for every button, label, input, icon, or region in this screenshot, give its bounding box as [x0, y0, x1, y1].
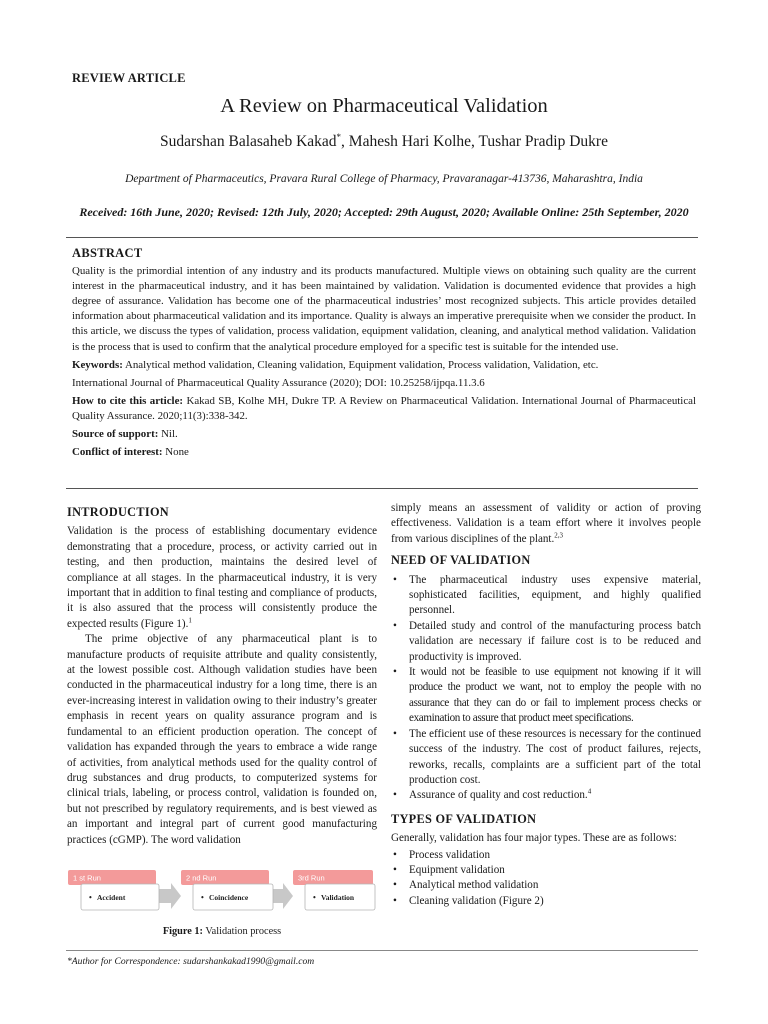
- citation-line: [72, 394, 696, 424]
- need-item-text: Assurance of quality and cost reduction.: [409, 789, 588, 802]
- intro-cont-ref: 2,3: [554, 531, 564, 540]
- intro-paragraph-1: [67, 524, 377, 632]
- support-text: Nil.: [161, 428, 178, 441]
- run-step-2: [181, 870, 273, 910]
- arrow-1: [157, 883, 181, 909]
- run-step-3: [293, 870, 375, 910]
- abstract-body: Quality is the primordial intention of any industry and its products manufactured. Multiple views on obtaining such quality are the current interest in the pharmaceutical industry, and it has been maintained by validation. Validation is documented evidence that provides a high degree of assurance. Validation has become one of the pharmaceutical industries’ most recognized subjects. This article provides detailed information about pharmaceutical validation and its importance. Quality is always an imperative prerequisite when we consider the product. In this article, we discuss the types of validation, process validation, equipment validation, cleaning, and analytical method validation. Validation is the process that is used to confirm that the analytical procedure employed for a specific test is suitable for the intended use.: [72, 265, 696, 353]
- keywords-label: Keywords:: [72, 358, 123, 371]
- need-item: • The pharmaceutical industry uses expensive material, sophisticated facilities, equipment, and highly qualified personnel.: [391, 573, 701, 619]
- need-heading: NEED OF VALIDATION: [391, 553, 531, 568]
- need-item-ref: 4: [587, 787, 592, 796]
- figure-1-caption: [67, 926, 377, 937]
- types-heading: TYPES OF VALIDATION: [391, 811, 537, 826]
- types-item: • Cleaning validation (Figure 2): [391, 894, 701, 909]
- correspondence-footnote: *Author for Correspondence: sudarshankakad1990@gmail.com: [67, 956, 315, 967]
- citation-text: Kakad SB, Kolhe MH, Dukre TP. A Review on Pharmaceutical Validation. International Journal of Pharmaceutical Quality Assurance. 2020;11(3):338-342.: [72, 394, 697, 422]
- need-list: [391, 573, 701, 804]
- abstract-top-rule: [66, 237, 698, 238]
- article-title: A Review on Pharmaceutical Validation: [220, 95, 548, 117]
- intro-continuation: [391, 501, 701, 547]
- keywords-line: [72, 358, 696, 373]
- abstract-section: [72, 246, 696, 463]
- article-dates: Received: 16th June, 2020; Revised: 12th July, 2020; Accepted: 29th August, 2020; Available Online: 25th September, 2020: [79, 205, 689, 219]
- article-type: REVIEW ARTICLE: [72, 71, 186, 85]
- types-list: [391, 848, 701, 910]
- figure-caption-label: Figure 1:: [162, 926, 203, 937]
- figure-caption-text: Validation process: [205, 926, 282, 937]
- validation-process-diagram: [67, 868, 377, 928]
- citation-label: How to cite this article:: [72, 394, 184, 407]
- introduction-heading: INTRODUCTION: [67, 505, 169, 519]
- svg-text:•: •: [89, 893, 92, 902]
- need-item: • Detailed study and control of the manufacturing process batch validation are necessary if failure cost is to be reduced and productivity is improved.: [391, 619, 701, 665]
- affiliation: Department of Pharmaceutics, Pravara Rural College of Pharmacy, Pravaranagar-413736, Maharashtra, India: [125, 173, 643, 185]
- conflict-label: Conflict of interest:: [72, 446, 163, 459]
- right-column: [391, 502, 701, 913]
- need-item: • The efficient use of these resources is necessary for the continued success of the industry. The cost of product failures, rejects, reworks, recalls, complaints are a sufficient part of the total production cost.: [391, 727, 701, 789]
- support-label: Source of support:: [72, 428, 159, 441]
- types-item: • Analytical method validation: [391, 878, 701, 893]
- svg-text:•: •: [313, 893, 316, 902]
- run-2-outcome: Coincidence: [209, 893, 249, 902]
- need-item: • It would not be feasible to use equipment not knowing if it will produce the product we want, not to employ the people with no assurance that they can do or fail to implement process checks or examination to assure that product meet specifications.: [391, 665, 701, 727]
- left-column: [67, 505, 377, 848]
- footnote-rule: [66, 950, 698, 951]
- run-3-label: 3rd Run: [298, 873, 325, 883]
- support-line: [72, 427, 696, 442]
- run-3-outcome: Validation: [321, 893, 355, 902]
- conflict-text: None: [165, 446, 189, 459]
- run-1-outcome: Accident: [97, 893, 126, 902]
- need-item: [391, 788, 701, 803]
- abstract-heading: ABSTRACT: [72, 246, 143, 260]
- intro-p1-ref: 1: [188, 616, 192, 625]
- author-first: Sudarshan Balasaheb Kakad: [160, 133, 337, 151]
- abstract-bottom-rule: [66, 488, 698, 489]
- journal-doi-line: International Journal of Pharmaceutical Quality Assurance (2020); DOI: 10.25258/ijpqa.11.3.6: [72, 376, 485, 389]
- intro-cont-text: simply means an assessment of validity or action of proving effectiveness. Validation is a team effort where it involves people from various disciplines of the plant.: [391, 502, 701, 545]
- keywords-text: Analytical method validation, Cleaning validation, Equipment validation, Process validation, Validation, etc.: [124, 358, 599, 371]
- author-list: [0, 132, 768, 151]
- run-1-label: 1 st Run: [73, 873, 101, 883]
- corresponding-mark: *: [336, 132, 342, 142]
- run-2-label: 2 nd Run: [186, 873, 217, 883]
- types-item: • Equipment validation: [391, 863, 701, 878]
- intro-paragraph-2: The prime objective of any pharmaceutical plant is to manufacture products of requisite attribute and quality consistently, at the lowest possible cost. Although validation studies have been conducted in the pharmaceutical industry for a long time, there is an ever-increasing interest in validation owing to their industry’s greater emphasis in recent years on quality assurance program and is fundamental to an efficient production operation. The concept of validation has expanded through the years to embrace a wide range of activities, from analytical methods used for the quality control of drug substances and drug products, to computerized systems for clinical trials, labeling, or process control, validation is founded on, but not prescribed by regulatory requirements, and is best viewed as an important and integral part of current good manufacturing practices (cGMP). The word validation: [67, 633, 377, 846]
- svg-text:•: •: [201, 893, 204, 902]
- run-step-1: [68, 870, 159, 910]
- conflict-line: [72, 445, 696, 460]
- types-intro: Generally, validation has four major types. These are as follows:: [391, 832, 677, 845]
- intro-p1-text: Validation is the process of establishing documentary evidence demonstrating that a procedure, process, or activity carried out in testing, and then production, maintains the desired level of compliance at all stages. In the pharmaceutical industry, it is very important that in addition to final testing and compliance of products, it is also assured that the process will consistently produce the expected results (Figure 1).: [67, 525, 377, 630]
- author-rest: , Mahesh Hari Kolhe, Tushar Pradip Dukre: [341, 133, 608, 151]
- figure-1: [67, 868, 377, 928]
- types-item: • Process validation: [391, 848, 701, 863]
